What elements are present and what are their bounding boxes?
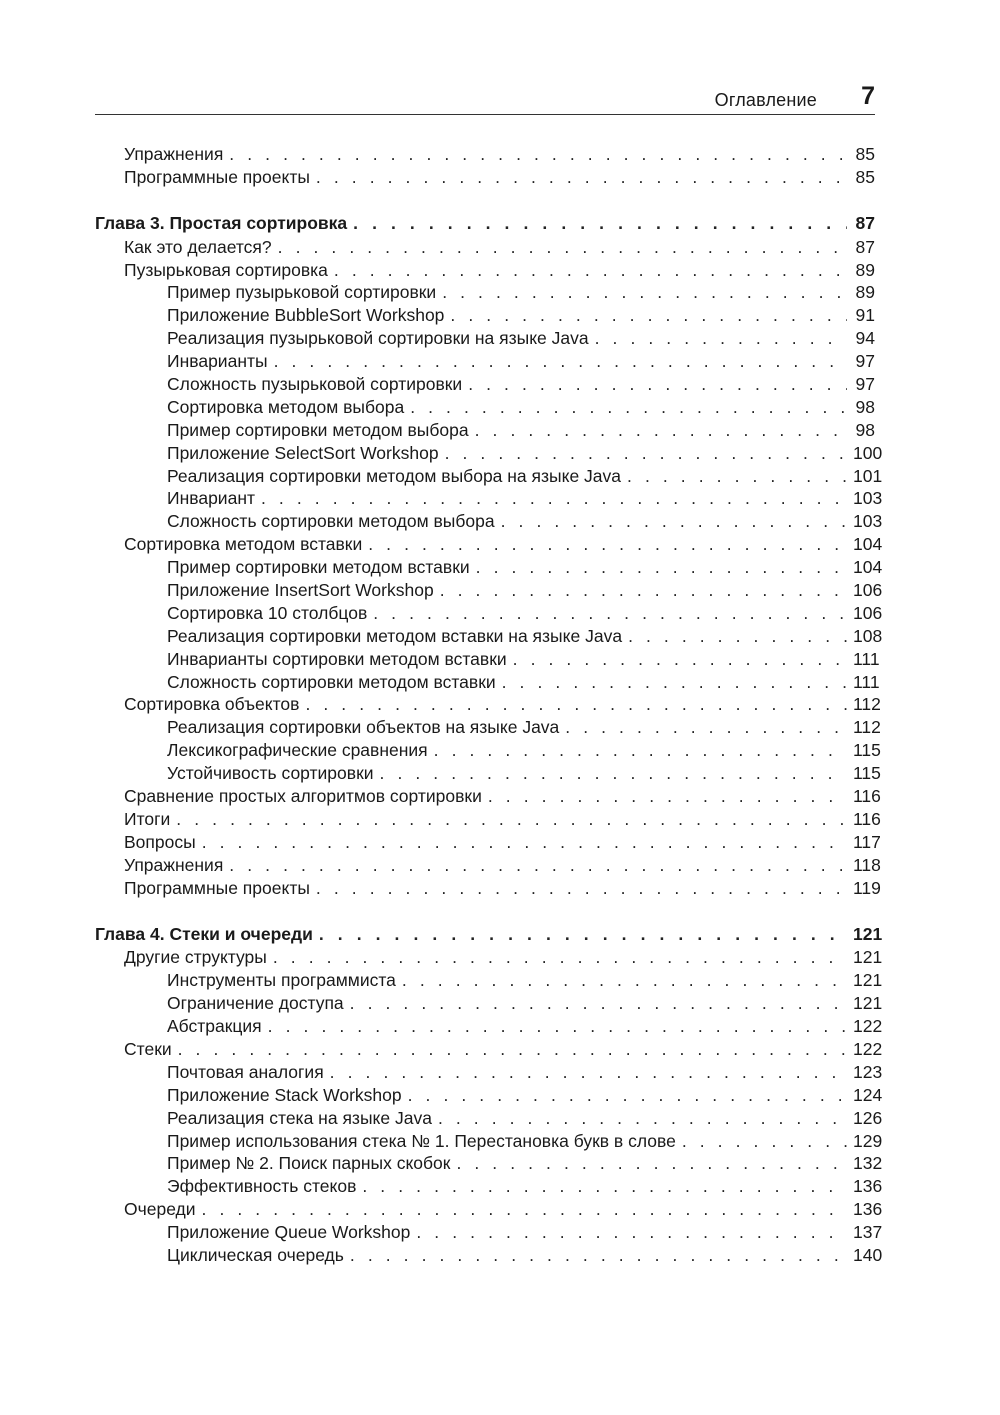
toc-entry xyxy=(95,579,883,602)
toc-entry-page: 136 xyxy=(853,1176,883,1197)
toc-entry-page: 132 xyxy=(853,1153,883,1174)
toc-entry xyxy=(95,442,883,465)
dot-leader xyxy=(565,716,847,739)
dot-leader xyxy=(334,259,847,282)
dot-leader xyxy=(442,281,847,304)
dot-leader xyxy=(176,808,847,831)
toc-entry xyxy=(95,1152,883,1175)
dot-leader xyxy=(456,1152,847,1175)
toc-entry-title: Реализация сортировки методом выбора на языке Java xyxy=(167,465,622,486)
dot-leader xyxy=(445,442,847,465)
toc-entry-title: Инварианты сортировки методом вставки xyxy=(167,648,507,669)
toc-entry-page: 106 xyxy=(853,602,883,623)
dot-leader xyxy=(353,212,847,235)
toc-entry xyxy=(95,396,875,419)
toc-entry-page: 117 xyxy=(853,831,881,852)
toc-entry xyxy=(95,1107,883,1130)
toc-entry-page: 116 xyxy=(853,786,881,807)
toc-entry-title: Глава 3. Простая сортировка xyxy=(95,212,348,233)
toc-entry-title: Глава 4. Стеки и очереди xyxy=(95,923,313,944)
toc-entry-page: 111 xyxy=(853,648,880,669)
toc-entry-title: Упражнения xyxy=(124,854,224,875)
toc-entry-title: Сортировка методом вставки xyxy=(124,534,363,555)
toc-entry xyxy=(95,625,883,648)
toc-entry-page: 108 xyxy=(853,625,883,646)
toc-entry xyxy=(95,350,875,373)
toc-entry xyxy=(95,1084,883,1107)
toc-entry-title: Пример сортировки методом вставки xyxy=(167,557,470,578)
toc-entry-title: Упражнения xyxy=(124,144,224,164)
toc-entry-title: Абстракция xyxy=(167,1016,262,1037)
toc-entry-page: 136 xyxy=(853,1199,883,1220)
toc-entry-page: 118 xyxy=(853,854,881,875)
toc-entry-page: 91 xyxy=(855,305,875,326)
toc-entry-page: 85 xyxy=(855,144,875,164)
toc-entry-page: 100 xyxy=(853,442,883,463)
toc-entry-page: 101 xyxy=(853,465,883,486)
dot-leader xyxy=(373,602,847,625)
toc-chapter-entry xyxy=(95,923,883,946)
dot-leader xyxy=(273,946,847,969)
toc-entry-title: Реализация сортировки объектов на языке Java xyxy=(167,717,560,738)
dot-leader xyxy=(316,166,847,189)
toc-entry-page: 97 xyxy=(855,374,875,395)
dot-leader xyxy=(330,1061,847,1084)
dot-leader xyxy=(278,236,847,259)
toc-entry xyxy=(95,716,881,739)
toc-entry-page: 112 xyxy=(853,717,881,738)
toc-entry-page: 116 xyxy=(853,808,881,829)
dot-leader xyxy=(450,304,847,327)
dot-leader xyxy=(440,579,847,602)
toc-entry-title: Пузырьковая сортировка xyxy=(124,259,328,280)
toc-entry-page: 112 xyxy=(853,694,881,715)
dot-leader xyxy=(438,1107,847,1130)
dot-leader xyxy=(468,373,847,396)
dot-leader xyxy=(488,785,847,808)
toc-entry-title: Приложение SelectSort Workshop xyxy=(167,442,439,463)
dot-leader xyxy=(178,1038,847,1061)
toc-entry-title: Пример № 2. Поиск парных скобок xyxy=(167,1153,451,1174)
toc-entry xyxy=(95,693,881,716)
toc-entry-title: Итоги xyxy=(124,808,171,829)
toc-entry xyxy=(95,808,881,831)
toc-entry xyxy=(95,304,875,327)
toc-entry-page: 87 xyxy=(855,236,875,257)
toc-entry xyxy=(95,992,883,1015)
toc-entry xyxy=(95,533,883,556)
toc-entry-page: 121 xyxy=(853,947,883,968)
toc-entry-page: 126 xyxy=(853,1107,883,1128)
toc-entry-title: Как это делается? xyxy=(124,236,272,257)
toc-entry xyxy=(95,602,883,625)
toc-entry xyxy=(95,236,875,259)
toc-entry xyxy=(95,1015,883,1038)
page-number: 7 xyxy=(861,82,875,110)
toc-entry-title: Пример сортировки методом выбора xyxy=(167,419,469,440)
toc-entry-page: 94 xyxy=(855,328,875,349)
toc-entry-page: 89 xyxy=(855,282,875,303)
toc-entry xyxy=(95,259,875,282)
toc-entry-page: 104 xyxy=(853,557,883,578)
toc-entry xyxy=(95,1038,883,1061)
dot-leader xyxy=(627,465,847,488)
dot-leader xyxy=(628,625,847,648)
toc-entry-page: 121 xyxy=(853,993,883,1014)
toc-entry-page: 85 xyxy=(855,166,875,187)
toc-entry-title: Сортировка 10 столбцов xyxy=(167,602,368,623)
toc-entry-title: Инвариант xyxy=(167,488,255,509)
toc-entry-page: 129 xyxy=(853,1130,883,1151)
dot-leader xyxy=(408,1084,847,1107)
toc-entry-page: 111 xyxy=(853,671,880,692)
toc-chapter-entry xyxy=(95,212,875,235)
dot-leader xyxy=(368,533,847,556)
toc-entry-title: Приложение Stack Workshop xyxy=(167,1084,402,1105)
toc-entry-page: 115 xyxy=(853,740,881,761)
toc-entry-title: Эффективность стеков xyxy=(167,1176,357,1197)
dot-leader xyxy=(268,1015,847,1038)
toc-entry-title: Почтовая аналогия xyxy=(167,1061,324,1082)
dot-leader xyxy=(229,143,847,166)
toc-entry-title: Сложность пузырьковой сортировки xyxy=(167,374,463,395)
dot-leader xyxy=(229,854,847,877)
toc-entry-page: 106 xyxy=(853,580,883,601)
toc-entry-title: Сложность сортировки методом вставки xyxy=(167,671,496,692)
dot-leader xyxy=(261,487,847,510)
dot-leader xyxy=(202,831,847,854)
toc-entry-title: Другие структуры xyxy=(124,947,267,968)
toc-entry xyxy=(95,648,880,671)
toc-entry xyxy=(95,166,875,189)
dot-leader xyxy=(475,419,847,442)
dot-leader xyxy=(319,923,847,946)
toc-entry-title: Стеки xyxy=(124,1038,172,1059)
toc-entry-title: Пример пузырьковой сортировки xyxy=(167,282,437,303)
toc-entry xyxy=(95,143,875,166)
dot-leader xyxy=(513,648,847,671)
toc-entry-title: Циклическая очередь xyxy=(167,1244,344,1265)
toc-entry-page: 97 xyxy=(855,351,875,372)
toc-entry-page: 122 xyxy=(853,1038,883,1059)
toc-entry-title: Инструменты программиста xyxy=(167,970,396,991)
toc-entry xyxy=(95,946,883,969)
toc-entry-title: Вопросы xyxy=(124,831,196,852)
toc-entry-title: Программные проекты xyxy=(124,166,310,187)
toc-entry xyxy=(95,556,883,579)
toc-entry-page: 137 xyxy=(853,1222,883,1243)
toc-entry xyxy=(95,1175,883,1198)
toc-entry-title: Приложение Queue Workshop xyxy=(167,1222,411,1243)
toc-entry-page: 103 xyxy=(853,511,883,532)
toc-entry-title: Сортировка методом выбора xyxy=(167,396,405,417)
dot-leader xyxy=(410,396,847,419)
toc-entry-title: Пример использования стека № 1. Перестановка букв в слове xyxy=(167,1130,676,1151)
toc-entry-title: Приложение InsertSort Workshop xyxy=(167,580,434,601)
toc-entry-page: 121 xyxy=(853,923,883,944)
toc-entry xyxy=(95,1061,883,1084)
dot-leader xyxy=(416,1221,847,1244)
table-of-contents xyxy=(95,143,883,1267)
toc-entry xyxy=(95,1221,883,1244)
dot-leader xyxy=(274,350,847,373)
toc-entry xyxy=(95,854,881,877)
toc-entry xyxy=(95,877,881,900)
dot-leader xyxy=(476,556,847,579)
toc-entry-page: 124 xyxy=(853,1084,883,1105)
toc-entry xyxy=(95,419,875,442)
toc-entry xyxy=(95,785,881,808)
toc-entry xyxy=(95,1130,883,1153)
toc-entry xyxy=(95,281,875,304)
toc-entry-title: Реализация стека на языке Java xyxy=(167,1107,432,1128)
toc-entry-title: Очереди xyxy=(124,1199,196,1220)
toc-entry-page: 119 xyxy=(853,877,881,898)
dot-leader xyxy=(402,969,847,992)
toc-entry-title: Ограничение доступа xyxy=(167,993,344,1014)
toc-entry-title: Реализация пузырьковой сортировки на языке Java xyxy=(167,328,589,349)
toc-entry-title: Сортировка объектов xyxy=(124,694,300,715)
toc-entry xyxy=(95,831,881,854)
toc-entry-page: 87 xyxy=(855,212,875,233)
toc-entry xyxy=(95,487,883,510)
dot-leader xyxy=(501,510,847,533)
toc-entry-page: 89 xyxy=(855,259,875,280)
dot-leader xyxy=(350,1244,847,1267)
toc-entry-title: Приложение BubbleSort Workshop xyxy=(167,305,445,326)
toc-entry xyxy=(95,739,881,762)
toc-entry xyxy=(95,465,883,488)
dot-leader xyxy=(595,327,847,350)
dot-leader xyxy=(202,1198,847,1221)
toc-entry-page: 104 xyxy=(853,534,883,555)
toc-entry-title: Устойчивость сортировки xyxy=(167,763,374,784)
toc-entry-page: 122 xyxy=(853,1016,883,1037)
dot-leader xyxy=(350,992,847,1015)
running-header xyxy=(95,78,875,115)
header-title: Оглавление xyxy=(714,90,817,110)
toc-entry xyxy=(95,510,883,533)
toc-entry xyxy=(95,762,881,785)
toc-entry-title: Программные проекты xyxy=(124,877,310,898)
toc-entry-title: Сложность сортировки методом выбора xyxy=(167,511,495,532)
dot-leader xyxy=(434,739,847,762)
toc-entry-page: 121 xyxy=(853,970,883,991)
dot-leader xyxy=(305,693,847,716)
toc-entry-page: 98 xyxy=(855,396,875,417)
dot-leader xyxy=(682,1130,847,1153)
toc-entry-page: 115 xyxy=(853,763,881,784)
toc-entry xyxy=(95,327,875,350)
toc-entry-title: Сравнение простых алгоритмов сортировки xyxy=(124,786,482,807)
toc-entry xyxy=(95,1244,883,1267)
toc-entry xyxy=(95,969,883,992)
toc-entry-page: 123 xyxy=(853,1061,883,1082)
toc-entry xyxy=(95,1198,883,1221)
dot-leader xyxy=(362,1175,847,1198)
toc-entry-page: 98 xyxy=(855,419,875,440)
toc-entry xyxy=(95,671,880,694)
dot-leader xyxy=(502,671,847,694)
toc-entry xyxy=(95,373,875,396)
toc-entry-page: 103 xyxy=(853,488,883,509)
toc-entry-title: Реализация сортировки методом вставки на языке Java xyxy=(167,625,623,646)
toc-entry-page: 140 xyxy=(853,1244,883,1265)
dot-leader xyxy=(316,877,847,900)
toc-entry-title: Лексикографические сравнения xyxy=(167,740,428,761)
dot-leader xyxy=(380,762,847,785)
toc-entry-title: Инварианты xyxy=(167,351,268,372)
